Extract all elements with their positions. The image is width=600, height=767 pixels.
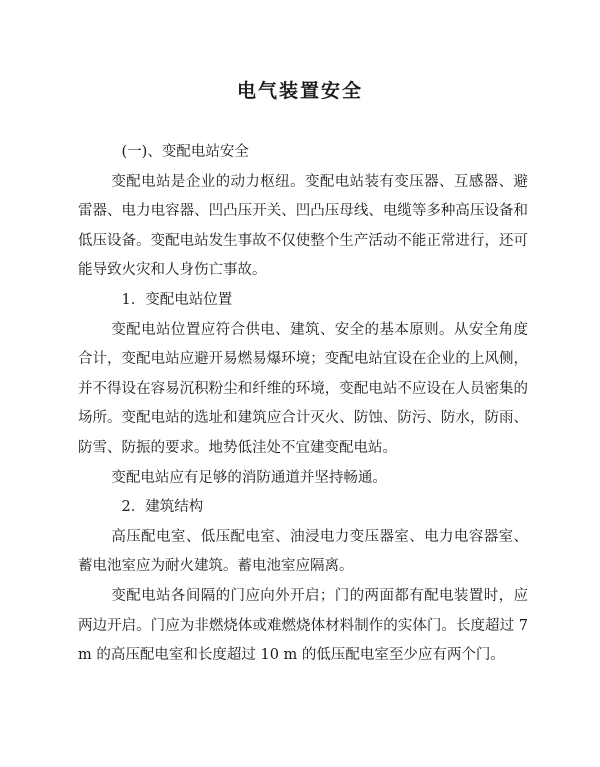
paragraph-fire-resistant: 高压配电室、低压配电室、油浸电力变压器室、电力电容器室、蓄电池室应为耐火建筑。蓄电池室应隔离。 — [78, 528, 528, 575]
section-heading-location: 1．变配电站位置 — [121, 291, 233, 308]
section-heading-structure: 2．建筑结构 — [121, 499, 204, 516]
document-body — [78, 138, 528, 671]
paragraph-location-principles: 变配电站位置应符合供电、建筑、安全的基本原则。从安全角度合计，变配电站应避开易燃易爆环境；变配电站宜设在企业的上风侧，并不得设在容易沉积粉尘和纤维的环境，变配电站不应设在人员密集的场所。变配电站的选址和建筑应合计灭火、防蚀、防污、防水，防雨、防雪、防振的要求。地势低洼处不宜建变配电站。 — [78, 321, 528, 456]
document-title: 电气装置安全 — [236, 80, 363, 102]
paragraph-substation-overview: 变配电站是企业的动力枢纽。变配电站装有变压器、互感器、避雷器、电力电容器、凹凸压开关、凹凸压母线、电缆等多种高压设备和低压设备。变配电站发生事故不仅使整个生产活动不能正常进行，还可能导致火灾和人身伤亡事故。 — [78, 173, 528, 279]
paragraph-fire-access: 变配电站应有足够的消防通道并坚持畅通。 — [111, 469, 387, 486]
paragraph-doors: 变配电站各间隔的门应向外开启；门的两面都有配电装置时，应两边开启。门应为非燃烧体或难燃烧体材料制作的实体门。长度超过 7 m 的高压配电室和长度超过 10 m 的低压配电室至少应有两个门。 — [78, 587, 528, 664]
section-heading-substation-safety: (一)、变配电站安全 — [121, 144, 249, 160]
